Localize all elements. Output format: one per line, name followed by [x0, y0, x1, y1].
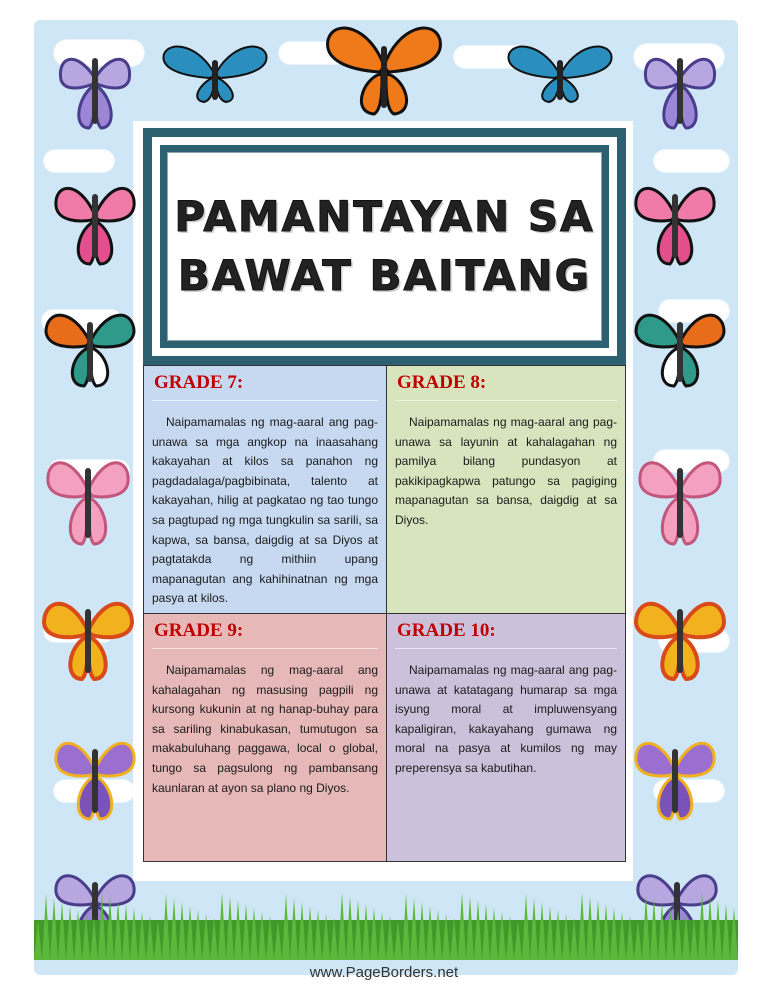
grade-description: Naipamamalas ng mag-aaral ang pag-unawa at katatagang humarap sa mga isyung moral at impluwensyang kapaligiran, kakayahang gumawa ng moral na pasya at kumilos ng may preperensya sa kabutihan. [395, 663, 617, 775]
cloud-icon [654, 150, 729, 172]
heading-divider [152, 400, 378, 403]
butterfly-icon [630, 725, 720, 825]
butterfly-icon [55, 28, 135, 138]
butterfly-icon [630, 300, 730, 390]
grade-heading: GRADE 10: [397, 620, 496, 641]
title-line-1: PAMANTAYAN SA [174, 191, 595, 241]
grade-heading: GRADE 7: [154, 372, 244, 393]
grade-8-cell [387, 366, 625, 614]
heading-divider [395, 400, 617, 403]
cloud-icon [44, 150, 114, 172]
butterfly-icon [50, 725, 140, 825]
heading-divider [395, 648, 617, 651]
title-banner [167, 152, 602, 341]
butterfly-icon [505, 40, 615, 110]
butterfly-icon [40, 440, 136, 550]
butterfly-icon [630, 585, 730, 685]
grade-7-cell [144, 366, 387, 614]
butterfly-icon [50, 170, 140, 270]
grade-description: Naipamamalas ng mag-aaral ang pag-unawa sa layunin at kahalagahan ng pamilya bilang pundasyon at pakikipagkapwa patungo sa pagiging mapanagutan sa bansa, daigdig at sa Diyos. [395, 415, 617, 527]
butterfly-icon [630, 170, 720, 270]
butterfly-icon [640, 28, 720, 138]
footer-url: www.PageBorders.net [309, 964, 459, 981]
butterfly-icon [40, 300, 140, 390]
title-line-2: BAWAT BAITANG [177, 250, 592, 300]
grade-description: Naipamamalas ng mag-aaral ang pag-unawa sa mga angkop na inaasahang kakayahan at kilos sa panahon ng pagdadalaga/pagbibinata, talento at kakayahan, hilig at pagkatao ng tao tungo sa pagtupad ng mga tungkulin sa sarili, sa kapwa, sa bansa, daigdig at sa Diyos at pagtatakda ng mithiin upang mapanagutan ang kahihinatnan ng mga pasya at kilos. [152, 415, 378, 606]
grade-heading: GRADE 8: [397, 372, 487, 393]
heading-divider [152, 648, 378, 651]
butterfly-icon [38, 585, 138, 685]
butterfly-icon [160, 40, 270, 110]
grade-description: Naipamamalas ng mag-aaral ang kahalagahan ng masusing pagpili ng kursong kukunin at ng hanap-buhay para sa sariling kinabukasan, tumutugon sa makabuluhang paggawa, local o global, tungo sa pagsulong ng pambansang kaunlaran at ayon sa plano ng Diyos. [152, 663, 378, 795]
grade-heading: GRADE 9: [154, 620, 244, 641]
butterfly-icon [632, 440, 728, 550]
grade-standards-table [143, 365, 626, 862]
grass-icon [34, 880, 738, 960]
grade-10-cell [387, 614, 625, 861]
grade-9-cell [144, 614, 387, 861]
butterfly-icon [322, 22, 446, 118]
